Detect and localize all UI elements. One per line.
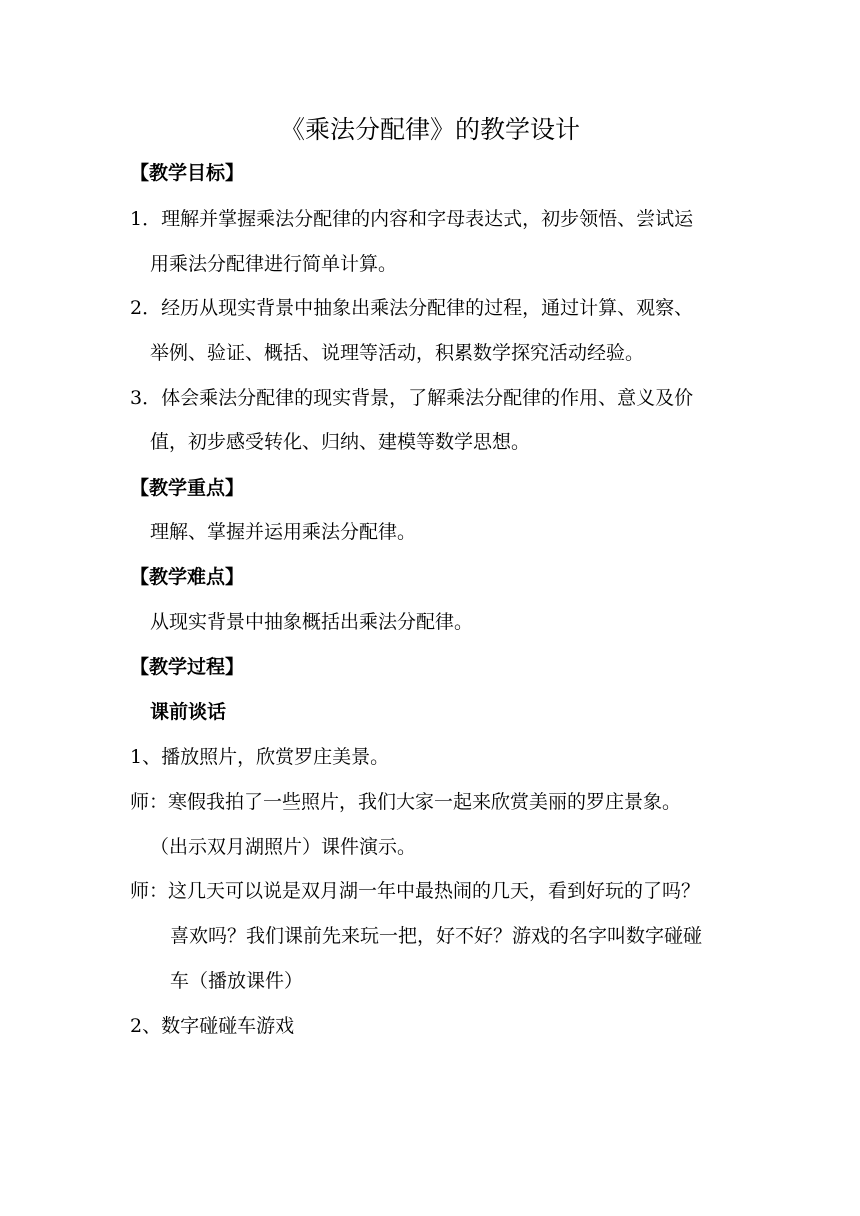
teacher-remark-2-line-1: 师：这几天可以说是双月湖一年中最热闹的几天，看到好玩的了吗？	[130, 880, 701, 902]
process-heading: 【教学过程】	[130, 656, 245, 678]
difficulty-heading: 【教学难点】	[130, 566, 245, 588]
keypoint-text: 理解、掌握并运用乘法分配律。	[150, 521, 417, 543]
objectives-heading: 【教学目标】	[130, 162, 245, 184]
process-subheading: 课前谈话	[150, 701, 227, 723]
teacher-remark-1-line-2: （出示双月湖照片）课件演示。	[150, 836, 417, 858]
difficulty-text: 从现实背景中抽象概括出乘法分配律。	[150, 611, 474, 633]
objective-1-line-1: 1．理解并掌握乘法分配律的内容和字母表达式，初步领悟、尝试运	[130, 208, 694, 230]
process-step-1: 1、播放照片，欣赏罗庄美景。	[130, 746, 390, 768]
teacher-remark-2-line-3: 车（播放课件）	[170, 970, 304, 992]
process-step-2: 2、数字碰碰车游戏	[130, 1015, 295, 1037]
objective-3-line-1: 3．体会乘法分配律的现实背景，了解乘法分配律的作用、意义及价	[130, 387, 694, 409]
objective-2-line-2: 举例、验证、概括、说理等活动，积累数学探究活动经验。	[150, 342, 645, 364]
objective-3-line-2: 值，初步感受转化、归纳、建模等数学思想。	[150, 431, 531, 453]
teacher-remark-1-line-1: 师：寒假我拍了一些照片，我们大家一起来欣赏美丽的罗庄景象。	[130, 791, 682, 813]
keypoint-heading: 【教学重点】	[130, 477, 245, 499]
objective-2-line-1: 2．经历从现实背景中抽象出乘法分配律的过程，通过计算、观察、	[130, 297, 694, 319]
objective-1-line-2: 用乘法分配律进行简单计算。	[150, 253, 398, 275]
teacher-remark-2-line-2: 喜欢吗？我们课前先来玩一把，好不好？游戏的名字叫数字碰碰	[170, 925, 703, 947]
document-title: 《乘法分配律》的教学设计	[279, 115, 580, 144]
